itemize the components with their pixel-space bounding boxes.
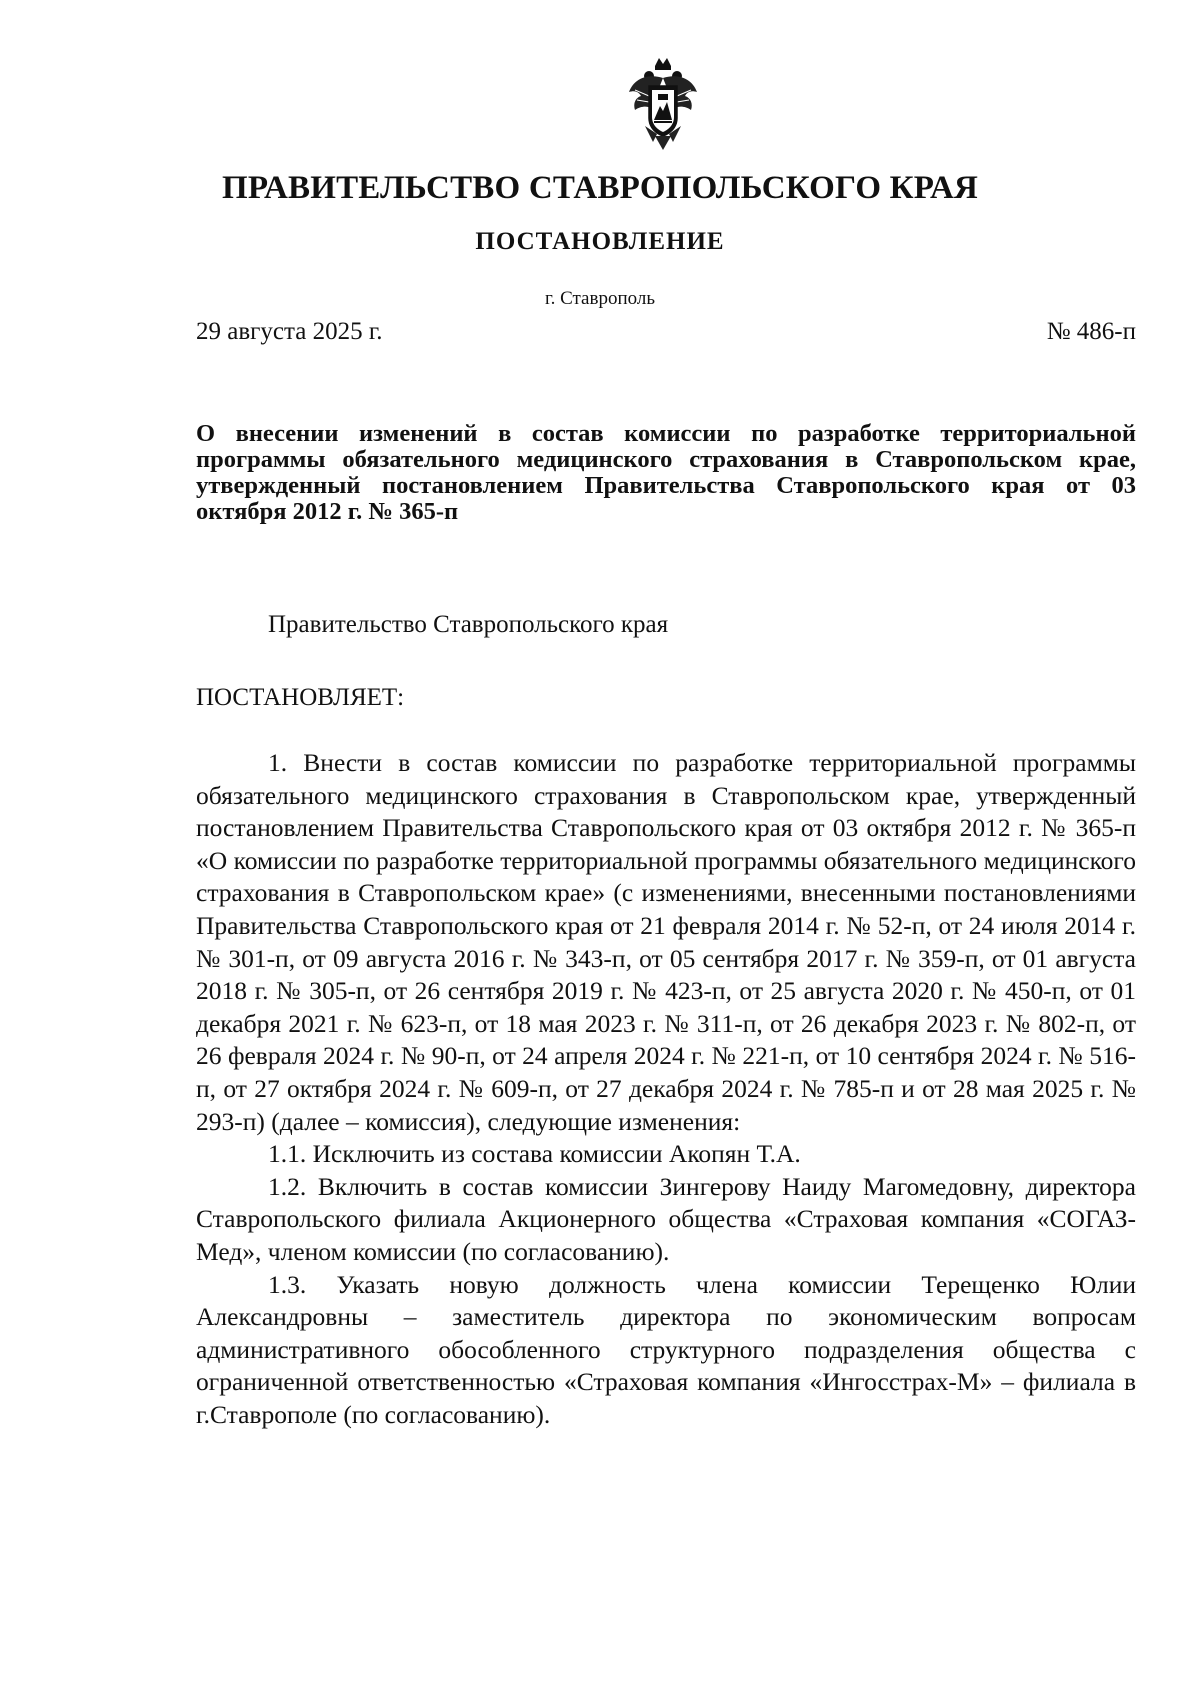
preamble: Правительство Ставропольского края	[268, 611, 669, 638]
document-type: ПОСТАНОВЛЕНИЕ	[475, 228, 725, 255]
decree-word: ПОСТАНОВЛЯЕТ:	[196, 684, 405, 711]
coat-of-arms-emblem-icon	[625, 56, 701, 152]
paragraph-1-2: 1.2. Включить в состав комиссии Зингерову Наиду Магомедовну, директора Ставропольского филиала Акционерного общества «Страховая компания «СОГАЗ-Мед», членом комиссии (по согласованию).	[196, 1171, 1136, 1266]
city-label: г. Ставрополь	[544, 288, 656, 309]
document-date: 29 августа 2025 г.	[196, 318, 383, 345]
document-body	[196, 747, 1136, 1431]
paragraph-1-1: 1.1. Исключить из состава комиссии Акопян Т.А.	[268, 1139, 801, 1169]
organization-title: ПРАВИТЕЛЬСТВО СТАВРОПОЛЬСКОГО КРАЯ	[221, 170, 979, 206]
paragraph-1-3: 1.3. Указать новую должность члена комиссии Терещенко Юлии Александровны – заместитель директора по экономическим вопросам административного обособленного структурного подразделения общества с ограниченной ответственностью «Страховая компания «Ингосстрах-М» – филиала в г.Ставрополе (по согласованию).	[196, 1269, 1136, 1429]
document-number: № 486-п	[1046, 318, 1136, 345]
paragraph-1: 1. Внести в состав комиссии по разработке территориальной программы обязательного медицинского страхования в Ставропольском крае, утвержденный постановлением Правительства Ставропольского края от 03 октября 2012 г. № 365-п «О комиссии по разработке территориальной программы обязательного медицинского страхования в Ставропольском крае» (с изменениями, внесенными постановлениями Правительства Ставропольского края от 21 февраля 2014 г. № 52-п, от 24 июля 2014 г. № 301-п, от 09 августа 2016 г. № 343-п, от 05 сентября 2017 г. № 359-п, от 01 августа 2018 г. № 305-п, от 26 сентября 2019 г. № 423-п, от 25 августа 2020 г. № 450-п, от 01 декабря 2021 г. № 623-п, от 18 мая 2023 г. № 311-п, от 26 декабря 2023 г. № 802-п, от 26 февраля 2024 г. № 90-п, от 24 апреля 2024 г. № 221-п, от 10 сентября 2024 г. № 516-п, от 27 октября 2024 г. № 609-п, от 27 декабря 2024 г. № 785-п и от 28 мая 2025 г. № 293-п) (далее – комиссия), следующие изменения:	[196, 748, 1136, 1136]
document-subject: О внесении изменений в состав комиссии по разработке территориальной программы обязательного медицинского страхования в Ставропольском крае, утвержденный постановлением Правительства Ставропольского края от 03 октября 2012 г. № 365-п	[196, 420, 1136, 525]
